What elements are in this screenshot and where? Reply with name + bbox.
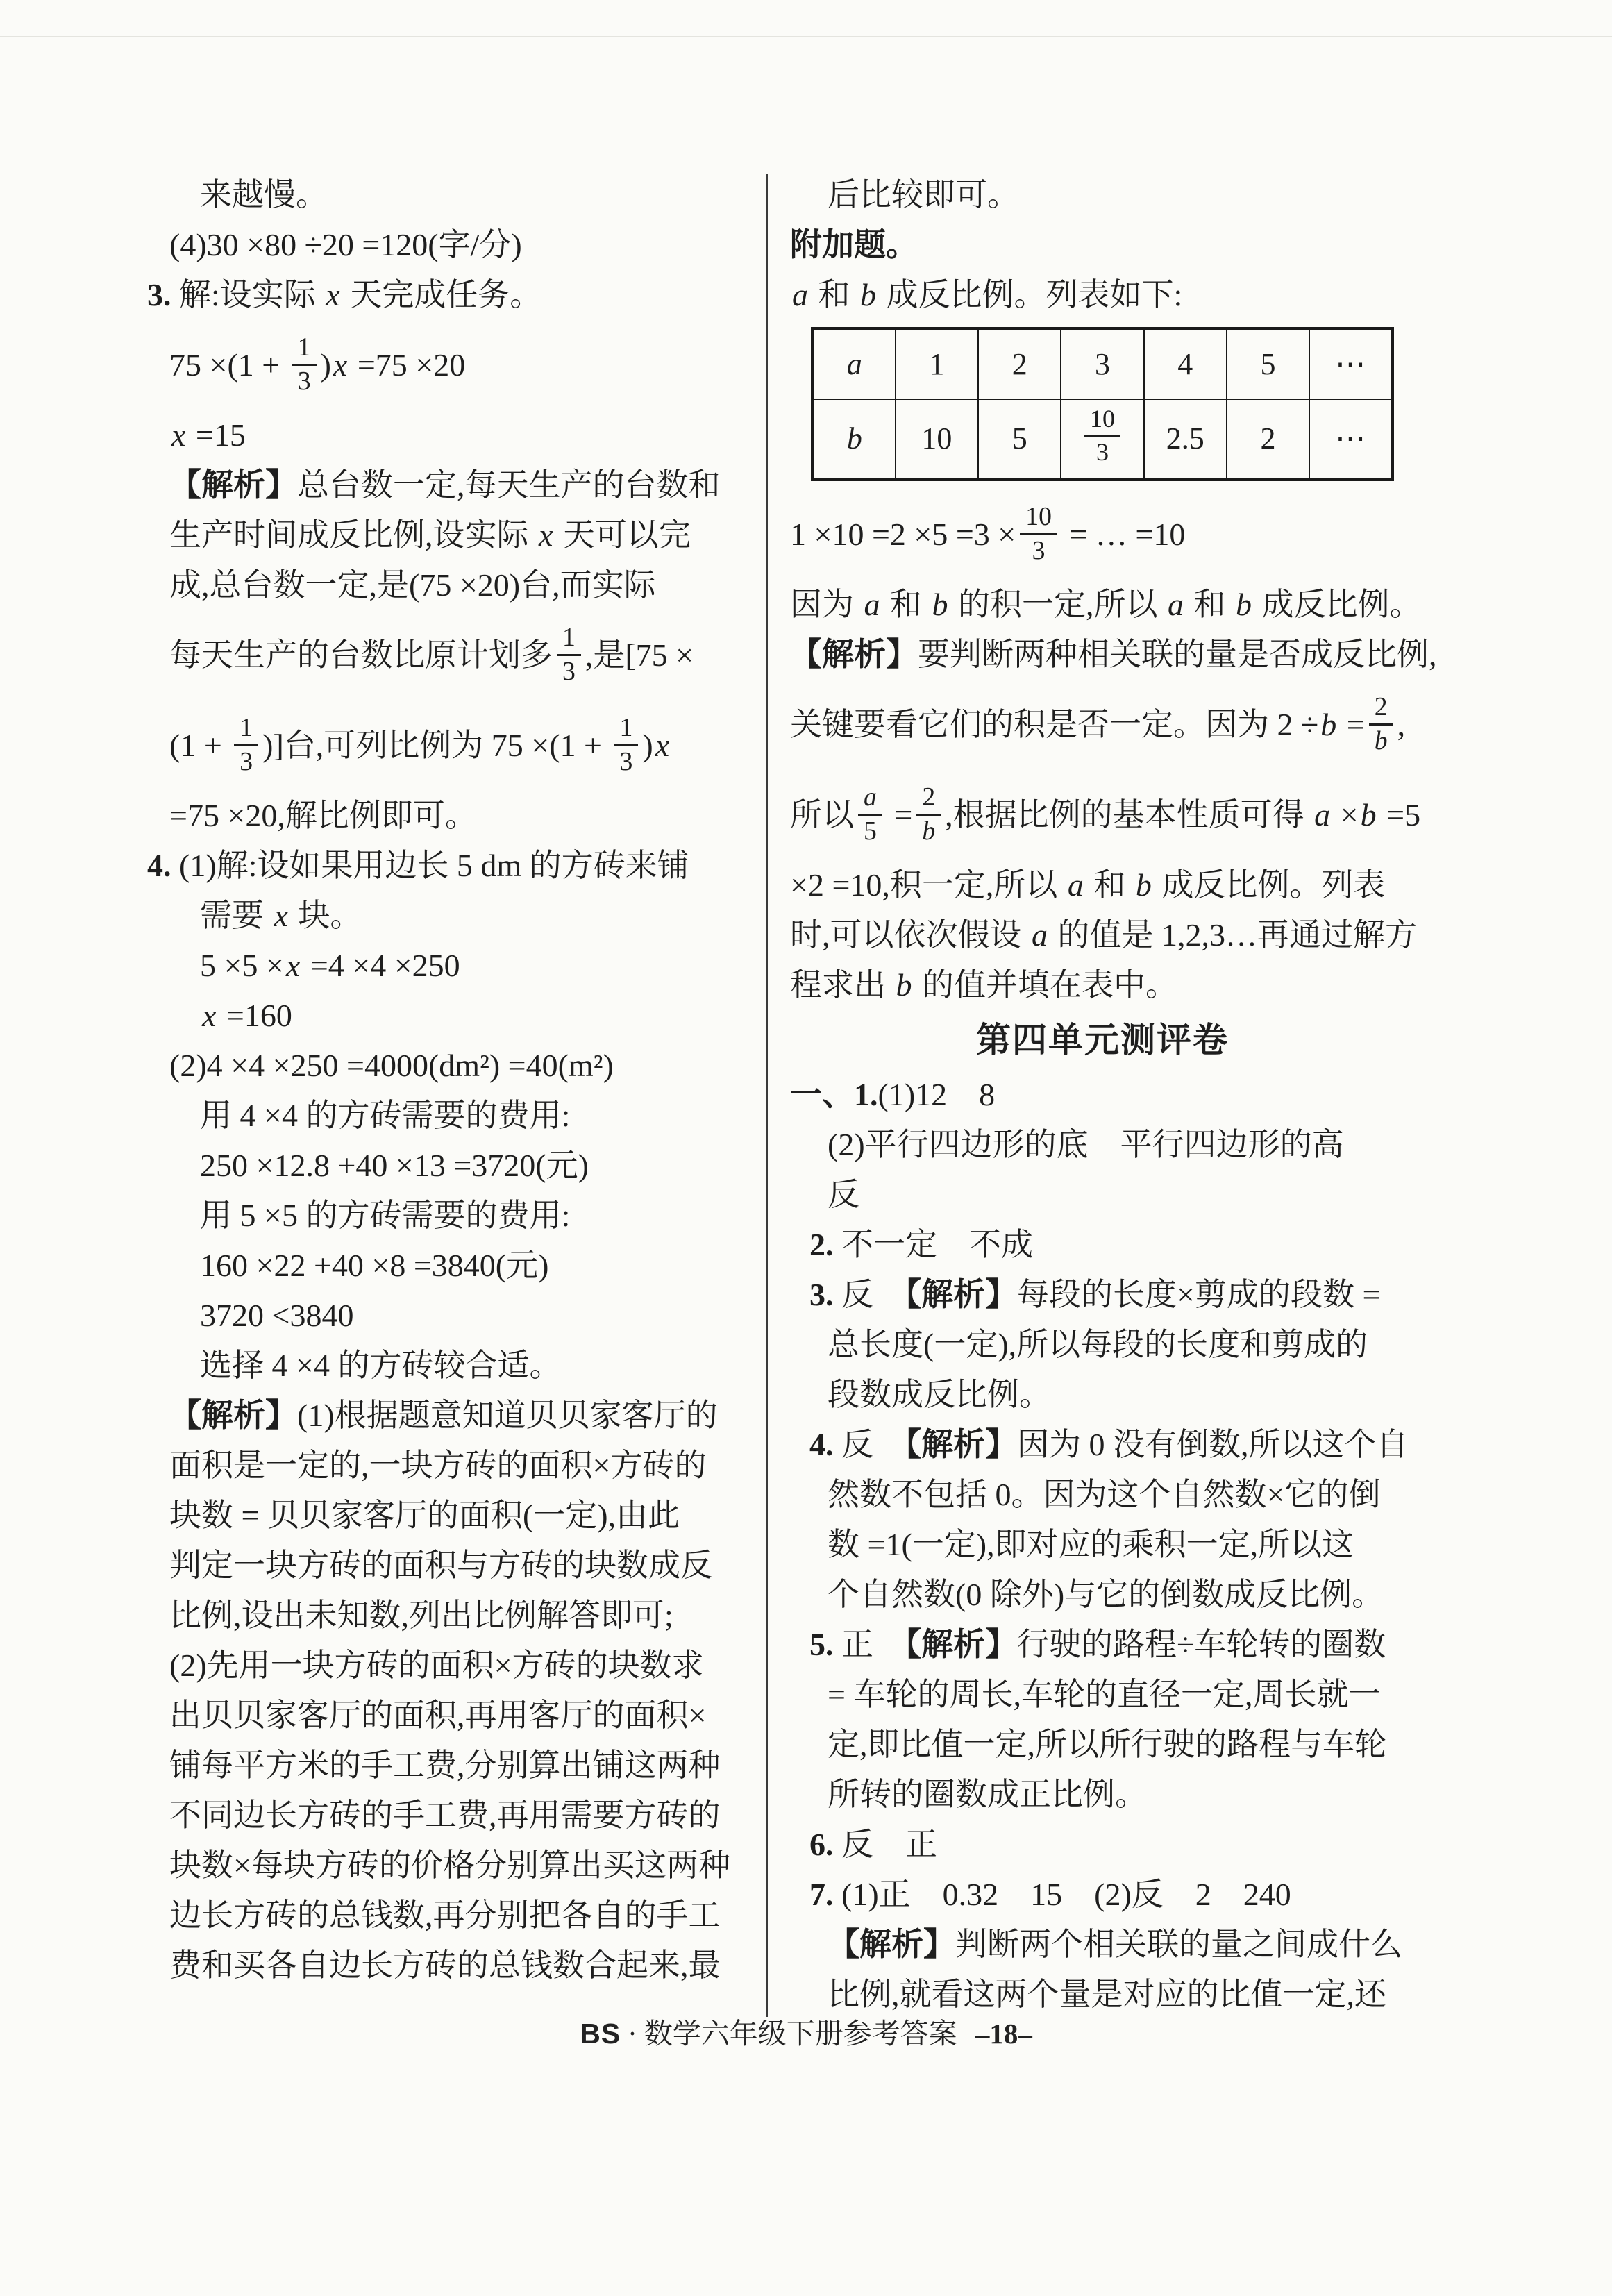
footer-page-number: –18– [975, 2018, 1032, 2050]
text-segment: ,根据比例的基本性质可得 [945, 797, 1313, 832]
text-segment: 天完成任务。 [342, 277, 542, 312]
text-segment: 3. [147, 277, 171, 312]
text-segment: 【解析】 [905, 1277, 1017, 1312]
text-segment: 出贝贝家客厅的面积,再用客厅的面积× [169, 1698, 707, 1733]
text-segment: 块数×每块方砖的价格分别算出买这两种 [169, 1847, 730, 1883]
text-segment: (1)解:设如果用边长 5 dm 的方砖来铺 [171, 848, 689, 883]
text-segment: 反 [833, 1427, 905, 1462]
text-line [147, 941, 762, 991]
text-segment: ⋯ [1335, 421, 1366, 455]
text-segment: 4 [1177, 347, 1193, 381]
fraction-denominator: 3 [1095, 437, 1109, 466]
text-line [790, 1270, 1526, 1320]
text-line [147, 410, 762, 460]
table-cell [896, 329, 978, 400]
table-cell [1227, 329, 1309, 400]
text-segment: 的值并填在表中。 [914, 967, 1177, 1003]
right-column [790, 170, 1526, 2020]
text-segment: = … =10 [1061, 517, 1186, 552]
text-segment: 5 [1011, 421, 1027, 455]
text-segment: 反 正 [833, 1827, 937, 1862]
table-cell [1144, 399, 1227, 480]
text-segment: 【解析】 [790, 637, 918, 672]
text-segment: 250 ×12.8 +40 ×13 =3720(元) [200, 1148, 589, 1183]
text-segment: 6. [809, 1827, 834, 1862]
text-line [147, 841, 762, 891]
section-heading [790, 1010, 1415, 1070]
text-segment: 总台数一定,每天生产的台数和 [297, 467, 721, 503]
text-line [147, 1741, 762, 1791]
text-segment: 10 [921, 421, 952, 455]
fraction-numerator: 10 [1020, 503, 1057, 535]
text-line [147, 1691, 762, 1741]
text-segment: 不同边长方砖的手工费,再用需要方砖的 [169, 1798, 721, 1833]
text-segment: b [846, 421, 862, 455]
text-segment: x [285, 948, 301, 983]
text-segment: 正 [833, 1627, 905, 1662]
text-segment: 判断两个相关联的量之间成什么 [955, 1927, 1402, 1962]
text-segment: 后比较即可。 [828, 177, 1019, 212]
text-segment: 3720 <3840 [200, 1298, 354, 1333]
text-line [790, 1120, 1526, 1170]
fraction [234, 714, 258, 776]
text-segment: 5 ×5 × [200, 948, 284, 983]
fraction-denominator: 5 [864, 816, 877, 846]
fraction-numerator: 1 [292, 334, 317, 366]
fraction-numerator: 10 [1084, 405, 1120, 436]
text-line [790, 630, 1526, 680]
text-segment: 要判断两种相关联的量是否成反比例, [918, 637, 1437, 672]
text-segment: ⋯ [1335, 347, 1366, 381]
text-segment: 程求出 [790, 967, 894, 1003]
text-segment: (1)正 0.32 15 (2)反 2 240 [833, 1877, 1291, 1912]
text-segment: 用 4 ×4 的方砖需要的费用: [200, 1098, 571, 1133]
text-segment: ) [320, 347, 331, 383]
text-line [147, 270, 762, 320]
text-segment: 定,即比值一定,所以所行驶的路程与车轮 [828, 1727, 1386, 1762]
text-segment: 和 [882, 587, 930, 622]
text-segment: (2)先用一块方砖的面积×方砖的块数求 [169, 1648, 704, 1683]
text-line [790, 1470, 1526, 1520]
text-line [790, 1220, 1526, 1270]
footer-brand: BS [580, 2018, 621, 2050]
text-segment: 1 ×10 =2 ×5 =3 × [790, 517, 1016, 552]
text-segment: 1 [929, 347, 945, 381]
text-line [790, 770, 1526, 860]
text-line [147, 1641, 762, 1691]
text-line [790, 1070, 1526, 1120]
text-segment: 所转的圈数成正比例。 [828, 1777, 1147, 1812]
text-segment: 2 [1011, 347, 1027, 381]
text-segment: 因为 [790, 587, 862, 622]
text-segment: (1)12 8 [878, 1077, 996, 1112]
fraction [557, 624, 581, 686]
text-segment: 不一定 不成 [833, 1227, 1033, 1262]
table-cell [978, 329, 1061, 400]
text-segment: =5 [1378, 797, 1421, 832]
text-line [147, 1391, 762, 1441]
scan-top-edge [0, 36, 1612, 37]
table-cell [813, 329, 896, 400]
text-line [147, 991, 762, 1041]
fraction [1084, 405, 1120, 464]
text-segment: , [1397, 707, 1406, 742]
text-line [790, 1570, 1526, 1620]
text-segment: 成反比例。 [1254, 587, 1422, 622]
text-segment: x [171, 417, 186, 453]
left-column [147, 170, 762, 1991]
fraction-numerator: 2 [1369, 694, 1393, 726]
text-segment: b [932, 587, 948, 622]
text-line [147, 1841, 762, 1891]
text-segment: 第四单元测评卷 [976, 1021, 1229, 1059]
table-cell [1144, 329, 1227, 400]
text-segment: × [1332, 797, 1359, 832]
text-line [147, 1191, 762, 1241]
text-line [790, 1320, 1526, 1370]
text-segment: 关键要看它们的积是否一定。因为 2 ÷ [790, 707, 1319, 742]
text-segment: 解:设实际 [171, 277, 324, 312]
proportion-table [811, 327, 1394, 481]
text-line [790, 270, 1526, 320]
text-segment: 反 [828, 1177, 859, 1212]
fraction [858, 784, 882, 846]
text-segment: =15 [187, 417, 246, 453]
text-segment: 2 [1260, 421, 1276, 455]
text-segment: 铺每平方米的手工费,分别算出铺这两种 [169, 1748, 721, 1783]
text-segment: 所以 [790, 797, 854, 832]
text-segment: = [1338, 707, 1365, 742]
text-line [147, 1791, 762, 1841]
text-line [790, 220, 1526, 270]
text-segment: 行驶的路程÷车轮转的圈数 [1017, 1627, 1386, 1662]
fraction-numerator: 2 [916, 784, 941, 816]
text-segment: 费和买各自边长方砖的总钱数合起来,最 [169, 1947, 721, 1983]
text-segment: x [326, 277, 340, 312]
fraction [292, 334, 317, 396]
text-line [147, 1491, 762, 1541]
text-line [790, 170, 1526, 220]
text-line [147, 1141, 762, 1191]
text-segment: a [1168, 587, 1184, 622]
text-line [790, 1670, 1526, 1720]
table-container [790, 327, 1526, 481]
footer [0, 2011, 1612, 2052]
text-segment: 和 [1085, 867, 1134, 903]
text-line [790, 1870, 1526, 1920]
text-line [790, 1620, 1526, 1670]
text-line [147, 1441, 762, 1491]
text-segment: 天可以完 [555, 517, 691, 553]
text-segment: a [846, 347, 862, 381]
text-segment: ) [642, 728, 653, 763]
text-segment: 面积是一定的,一块方砖的面积×方砖的 [169, 1448, 707, 1483]
text-segment: =4 ×4 ×250 [302, 948, 460, 983]
text-segment: x [274, 898, 288, 933]
table-row [813, 399, 1393, 480]
text-segment: = 车轮的周长,车轮的直径一定,周长就一 [828, 1677, 1381, 1712]
text-line [790, 1170, 1526, 1220]
text-segment: 2.5 [1166, 421, 1204, 455]
text-line [790, 489, 1526, 580]
text-segment: 选择 4 ×4 的方砖较合适。 [200, 1348, 562, 1383]
text-segment: ×2 =10,积一定,所以 [790, 867, 1066, 903]
text-segment: (1)根据题意知道贝贝家客厅的 [297, 1398, 718, 1433]
text-segment: x [202, 998, 217, 1033]
text-segment: 段数成反比例。 [828, 1377, 1051, 1412]
fraction [916, 784, 941, 846]
text-line [147, 560, 762, 610]
text-segment: 【解析】 [169, 467, 297, 503]
text-segment: 【解析】 [905, 1627, 1017, 1662]
text-segment: x [333, 347, 348, 383]
text-line [790, 860, 1526, 910]
text-segment: ,是[75 × [585, 637, 694, 673]
text-segment: 每段的长度×剪成的段数 = [1017, 1277, 1381, 1312]
text-line [147, 170, 762, 220]
text-segment: 比例,就看这两个量是对应的比值一定,还 [828, 1977, 1386, 2012]
text-segment: a [1314, 797, 1331, 832]
table-cell [1061, 399, 1143, 480]
table-cell [978, 399, 1061, 480]
text-segment: 附加题。 [790, 227, 918, 262]
text-segment: =75 ×20 [349, 347, 466, 383]
fraction-denominator: 3 [297, 366, 311, 396]
text-segment: 7. [809, 1877, 834, 1912]
text-line [147, 320, 762, 410]
table-cell [1309, 329, 1392, 400]
fraction-denominator: 3 [1032, 535, 1046, 565]
table-cell [1227, 399, 1309, 480]
text-segment: 【解析】 [905, 1427, 1017, 1462]
text-segment: 成反比例。列表如下: [878, 277, 1183, 312]
text-line [147, 220, 762, 270]
column-divider [766, 174, 768, 2017]
text-segment: =160 [218, 998, 292, 1033]
text-segment: 生产时间成反比例,设实际 [169, 517, 537, 553]
text-line [147, 791, 762, 841]
footer-title: 数学六年级下册参考答案 [644, 2018, 957, 2050]
text-segment: 总长度(一定),所以每段的长度和剪成的 [828, 1327, 1368, 1362]
text-line [147, 610, 762, 701]
fraction-denominator: 3 [619, 746, 633, 776]
text-segment: 【解析】 [828, 1927, 955, 1962]
text-line [147, 1041, 762, 1091]
text-segment: 5 [1260, 347, 1276, 381]
text-segment: x [539, 517, 553, 553]
text-segment: 4. [809, 1427, 834, 1462]
text-line [147, 1591, 762, 1641]
text-segment: 数 =1(一定),即对应的乘积一定,所以这 [828, 1527, 1354, 1562]
text-line [790, 1920, 1526, 1970]
fraction-numerator: 1 [234, 714, 258, 746]
text-segment: 和 [810, 277, 858, 312]
text-segment: 75 ×(1 + [169, 347, 288, 383]
text-line [147, 891, 762, 941]
text-line [147, 460, 762, 510]
text-line [790, 1770, 1526, 1820]
text-segment: b [1320, 707, 1337, 742]
fraction [1369, 694, 1393, 755]
table-row [813, 329, 1393, 400]
fraction-numerator: 1 [614, 714, 638, 746]
text-line [790, 960, 1526, 1010]
text-segment: a [864, 587, 880, 622]
fraction-denominator: 3 [562, 656, 576, 686]
text-segment: b [860, 277, 876, 312]
text-line [147, 510, 762, 560]
text-segment: a [792, 277, 808, 312]
text-segment: 的积一定,所以 [950, 587, 1166, 622]
text-segment: a [1032, 917, 1048, 953]
text-segment: 块。 [289, 898, 362, 933]
text-segment: 成,总台数一定,是(75 ×20)台,而实际 [169, 567, 656, 603]
text-line [147, 1891, 762, 1941]
text-segment: (1 + [169, 728, 230, 763]
text-segment: 判定一块方砖的面积与方砖的块数成反 [169, 1548, 712, 1583]
text-segment: b [896, 967, 912, 1003]
text-line [790, 1820, 1526, 1870]
text-segment: 个自然数(0 除外)与它的倒数成反比例。 [828, 1577, 1384, 1612]
text-segment: 然数不包括 0。因为这个自然数×它的倒 [828, 1477, 1381, 1512]
text-segment: 4. [147, 848, 171, 883]
text-segment: 3 [1094, 347, 1110, 381]
text-segment: (2)平行四边形的底 平行四边形的高 [828, 1127, 1344, 1162]
text-segment: 一、1. [790, 1077, 878, 1112]
fraction [1020, 503, 1057, 565]
fraction-numerator: a [858, 784, 882, 816]
footer-separator: · [628, 2018, 637, 2050]
text-segment: 因为 0 没有倒数,所以这个自 [1017, 1427, 1409, 1462]
fraction [614, 714, 638, 776]
text-segment: 需要 [200, 898, 272, 933]
fraction-numerator: 1 [557, 624, 581, 656]
text-segment: 3. [809, 1277, 834, 1312]
text-line [790, 580, 1526, 630]
text-segment: b [1236, 587, 1252, 622]
text-segment: )]台,可列比例为 75 ×(1 + [262, 728, 610, 763]
text-line [147, 1291, 762, 1341]
text-segment: b [1360, 797, 1377, 832]
text-segment: 2. [809, 1227, 834, 1262]
text-segment: 反 [833, 1277, 905, 1312]
text-line [790, 1420, 1526, 1470]
fraction-denominator: b [922, 816, 936, 846]
text-line [147, 1341, 762, 1391]
text-line [790, 910, 1526, 960]
text-line [790, 1520, 1526, 1570]
text-segment: 块数 = 贝贝家客厅的面积(一定),由此 [169, 1498, 680, 1533]
text-segment: 时,可以依次假设 [790, 917, 1030, 953]
text-segment: (2)4 ×4 ×250 =4000(dm²) =40(m²) [169, 1048, 614, 1083]
text-segment: = [886, 797, 913, 832]
table-cell [1309, 399, 1392, 480]
text-segment: x [655, 728, 670, 763]
table-cell [1061, 329, 1143, 400]
text-line [147, 1941, 762, 1991]
text-line [147, 1241, 762, 1291]
fraction-denominator: 3 [240, 746, 253, 776]
text-line [147, 1541, 762, 1591]
text-segment: 边长方砖的总钱数,再分别把各自的手工 [169, 1897, 721, 1933]
text-segment: (4)30 ×80 ÷20 =120(字/分) [169, 227, 522, 262]
text-segment: 5. [809, 1627, 834, 1662]
text-segment: b [1135, 867, 1152, 903]
text-segment: 【解析】 [169, 1398, 297, 1433]
table-cell [813, 399, 896, 480]
fraction-denominator: b [1374, 726, 1388, 755]
text-segment: 的值是 1,2,3…再通过解方 [1050, 917, 1417, 953]
text-line [147, 701, 762, 791]
text-segment: 来越慢。 [200, 177, 328, 212]
text-line [790, 1370, 1526, 1420]
text-line [790, 680, 1526, 770]
text-segment: 比例,设出未知数,列出比例解答即可; [169, 1598, 673, 1633]
text-segment: =75 ×20,解比例即可。 [169, 798, 477, 833]
text-segment: 和 [1186, 587, 1234, 622]
text-segment: 每天生产的台数比原计划多 [169, 637, 553, 673]
text-line [790, 1720, 1526, 1770]
text-segment: a [1067, 867, 1084, 903]
table-cell [896, 399, 978, 480]
text-segment: 成反比例。列表 [1153, 867, 1386, 903]
text-line [147, 1091, 762, 1141]
text-segment: 160 ×22 +40 ×8 =3840(元) [200, 1248, 549, 1283]
text-segment: 用 5 ×5 的方砖需要的费用: [200, 1198, 571, 1233]
